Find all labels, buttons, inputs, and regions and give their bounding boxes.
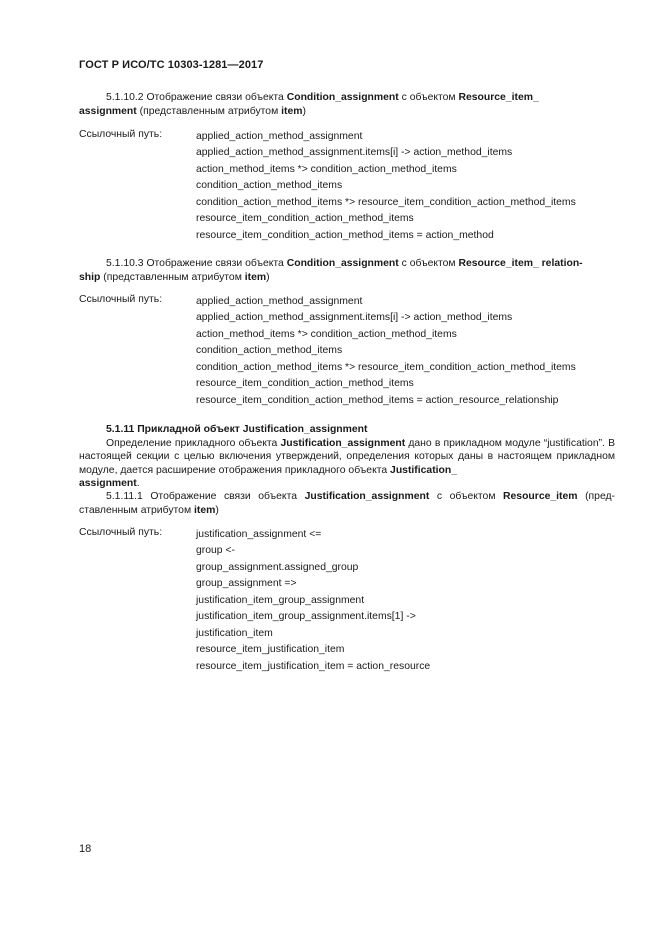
path-line: resource_item_justification_item [196,644,345,655]
path-line: condition_action_method_items [196,180,343,191]
entity-name: Justification_ [390,464,458,476]
path-line: resource_item_condition_action_method_items [196,378,414,389]
entity-name: Resource_item_ [458,92,539,103]
path-line: applied_action_method_assignment.items[i] -> action_method_items [196,312,513,323]
entity-name: Resource_item [503,491,578,502]
section-5-1-11-1: 5.1.11.1 Отображение связи объекта Justification_assignment с объектом Resource_item (пред-ставленным атрибутом item) [79,491,616,516]
section-5-1-11: 5.1.11 Прикладной объект Justification_assignment Определение прикладного объекта Justification_assignment дано в прикладном модуле “justification”. В настоящей секции с целью включения утверждений, определения которых даны в настоящем прикладном модуле, дается расширение отображения прикладного объекта Justification_ assignment. [79,424,616,489]
path-line: resource_item_condition_action_method_items [196,213,414,224]
reference-path-label: Ссылочный путь: [79,527,163,538]
entity-name: assignment [79,105,137,117]
path-line: applied_action_method_assignment.items[i] -> action_method_items [196,147,513,158]
path-line: action_method_items *> condition_action_method_items [196,329,457,340]
attribute-name: item [193,504,216,516]
path-line: action_method_items *> condition_action_method_items [196,164,457,175]
section-5-1-10-3: 5.1.10.3 Отображение связи объекта Condition_assignment с объектом Resource_item_ relation- ship (представленным атрибутом item) [79,258,583,283]
reference-path-label: Ссылочный путь: [79,129,163,140]
entity-name: Condition_assignment [286,92,399,103]
section-number: 5.1.10.3 [106,258,144,269]
path-line: applied_action_method_assignment [196,131,363,142]
path-line: condition_action_method_items *> resource_item_condition_action_method_items [196,362,576,373]
section-number: 5.1.11.1 [106,491,143,502]
path-line: condition_action_method_items *> resource_item_condition_action_method_items [196,197,576,208]
path-line: group_assignment.assigned_group [196,562,359,573]
path-line: justification_assignment <= [196,529,322,540]
path-line: condition_action_method_items [196,345,343,356]
page-number: 18 [79,843,92,855]
document-header: ГОСТ Р ИСО/ТС 10303-1281—2017 [79,59,264,71]
section-heading: 5.1.11 Прикладной объект Justification_assignment [106,424,368,435]
path-line: justification_item [196,628,273,639]
path-line: resource_item_justification_item = action_resource [196,661,431,672]
path-line: resource_item_condition_action_method_items = action_method [196,230,494,241]
attribute-name: item [244,271,267,283]
entity-name: Condition_assignment [286,258,399,269]
entity-name: Resource_item_ relation- [458,258,583,269]
entity-name: ship [79,271,101,283]
path-line: group <- [196,545,235,556]
path-line: justification_item_group_assignment [196,595,365,606]
attribute-name: item [281,105,303,117]
path-line: applied_action_method_assignment [196,296,363,307]
section-number: 5.1.10.2 [106,92,144,103]
section-5-1-10-2: 5.1.10.2 Отображение связи объекта Condition_assignment с объектом Resource_item_ assignment (представленным атрибутом item) [79,92,539,117]
path-line: resource_item_condition_action_method_items = action_resource_relationship [196,395,559,406]
entity-name: assignment [79,478,137,489]
reference-path-label: Ссылочный путь: [79,294,163,305]
entity-name: Justification_assignment [280,437,406,449]
path-line: justification_item_group_assignment.items[1] -> [196,611,416,622]
path-line: group_assignment => [196,578,297,589]
entity-name: Justification_assignment [304,491,430,502]
